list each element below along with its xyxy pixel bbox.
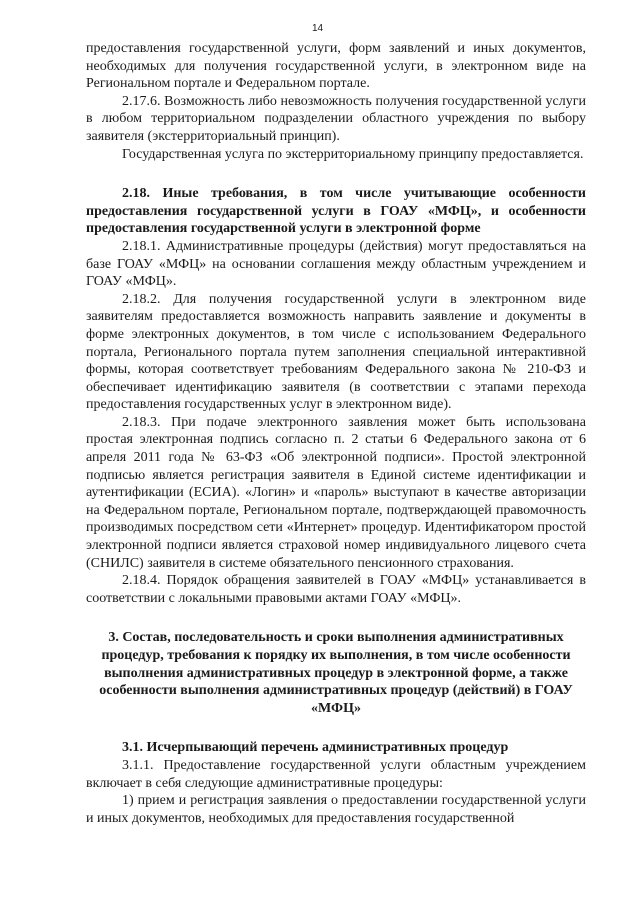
paragraph-2-18-2: 2.18.2. Для получения государственной услуги в электронном виде заявителям предоставляется возможность направить заявление и документы в форме электронных документов, в том числе с использованием Федерального портала, Регионального портала путем заполнения специальной интерактивной формы, которая соответствует требованиям Федерального закона № 210-ФЗ и обеспечивает идентификацию заявителя (в соответствии с этапами перехода предоставления государственных услуг в электронном виде).	[86, 291, 586, 413]
paragraph-2-18-3: 2.18.3. При подаче электронного заявления может быть использована простая электронная подпись согласно п. 2 статьи 6 Федерального закона от 6 апреля 2011 года № 63-ФЗ «Об электронной подписи». Простой электронной подписью является регистрация заявителя в Единой системе идентификации и аутентификации (ЕСИА). «Логин» и «пароль» выступают в качестве авторизации на Федеральном портале, Региональном портале, подтверждающей правомочность производимых посредством сети «Интернет» процедур. Идентификатором простой электронной подписи является страховой номер индивидуального лицевого счета (СНИЛС) заявителя в системе обязательного пенсионного страхования.	[86, 414, 586, 571]
paragraph-extraterritorial: Государственная услуга по экстерриториальному принципу предоставляется.	[122, 146, 584, 162]
paragraph-2-18-1: 2.18.1. Административные процедуры (действия) могут предоставляться на базе ГОАУ «МФЦ» на основании соглашения между областным учреждением и ГОАУ «МФЦ».	[86, 238, 586, 290]
paragraph-3-1-1: 3.1.1. Предоставление государственной услуги областным учреждением включает в себя следующие административные процедуры:	[86, 757, 586, 791]
document-body	[86, 40, 586, 827]
heading-2-18: 2.18. Иные требования, в том числе учитывающие особенности предоставления государственной услуги в ГОАУ «МФЦ», и особенности предоставления государственной услуги в электронной форме	[86, 186, 586, 237]
page-number: 14	[311, 23, 324, 34]
heading-section-3: 3. Состав, последовательность и сроки выполнения административных процедур, требования к порядку их выполнения, в том числе особенности выполнения административных процедур в электронной форме, а также особенности выполнения административных процедур (действий) в ГОАУ «МФЦ»	[99, 630, 573, 716]
paragraph-2-18-4: 2.18.4. Порядок обращения заявителей в ГОАУ «МФЦ» устанавливается в соответствии с локальными правовыми актами ГОАУ «МФЦ».	[86, 573, 586, 606]
paragraph-continuation: предоставления государственной услуги, форм заявлений и иных документов, необходимых для получения государственной услуги, в электронном виде на Региональном портале и Федеральном портале.	[86, 41, 586, 92]
list-item-1: 1) прием и регистрация заявления о предоставлении государственной услуги и иных документов, необходимых для предоставления государственной	[86, 793, 586, 826]
paragraph-2-17-6: 2.17.6. Возможность либо невозможность получения государственной услуги в любом территориальном подразделении областного учреждения по выбору заявителя (экстерриториальный принцип).	[86, 93, 586, 144]
heading-3-1: 3.1. Исчерпывающий перечень административных процедур	[122, 740, 509, 756]
